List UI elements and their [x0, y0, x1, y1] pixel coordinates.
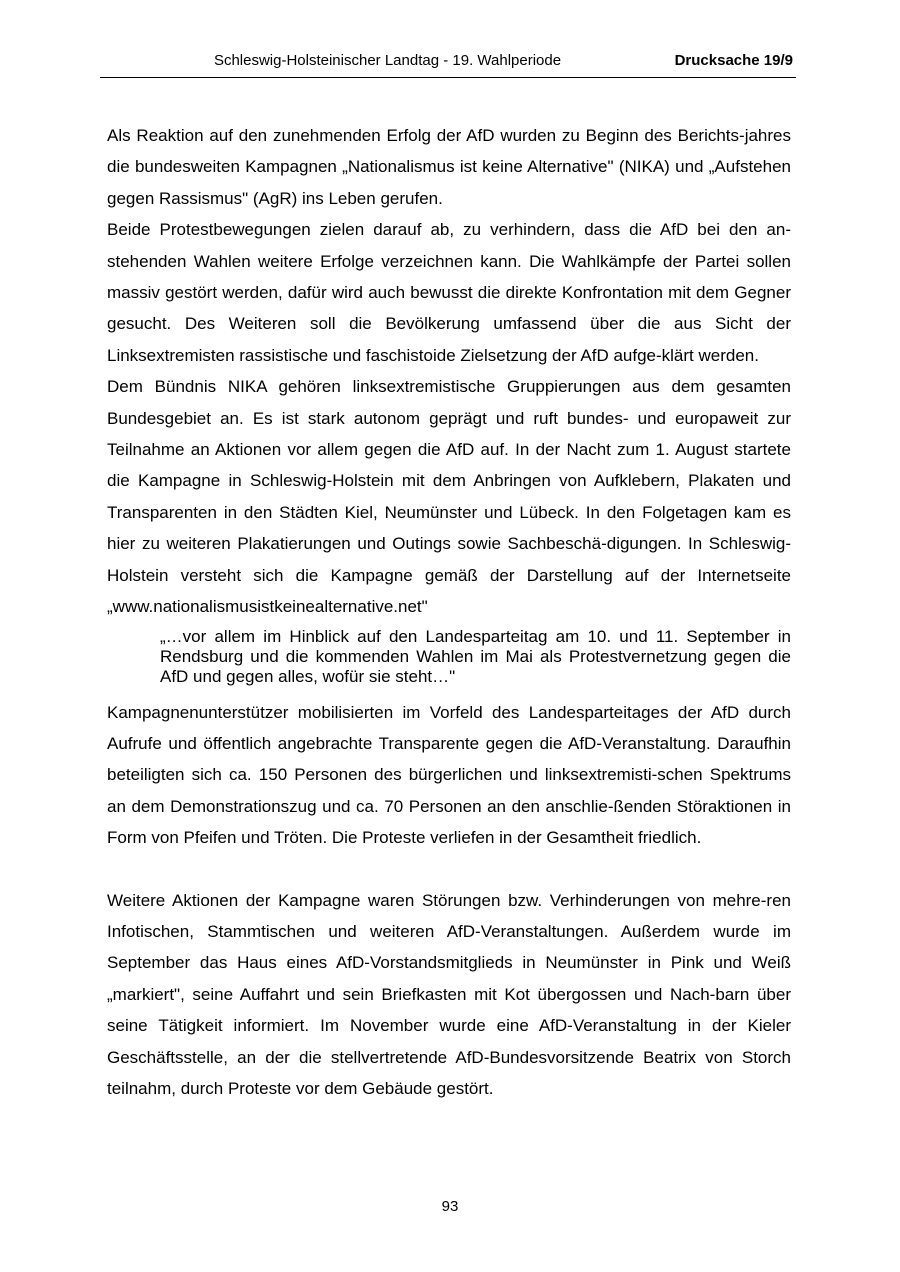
paragraph-spacer — [107, 854, 791, 885]
document-number: Drucksache 19/9 — [674, 52, 793, 69]
paragraph-protest-goals: Beide Protestbewegungen zielen darauf ab, zu verhindern, dass die AfD bei den an-stehenden Wahlen weitere Erfolge verzeichnen kann. Die Wahlkämpfe der Partei sollen massiv gestört werden, dafür wird auch bewusst die direkte Konfrontation mit dem Gegner gesucht. Des Weiteren soll die Bevölkerung umfassend über die aus Sicht der Linksextremisten rassistische und faschistoide Zielsetzung der AfD aufge-klärt werden. — [107, 220, 791, 365]
header-divider — [100, 77, 796, 78]
block-quote: „…vor allem im Hinblick auf den Landesparteitag am 10. und 11. September in Rendsburg und die kommenden Wahlen im Mai als Protestvernetzung gegen die AfD und gegen alles, wofür sie steht…" — [160, 626, 791, 686]
header-title: Schleswig-Holsteinischer Landtag - 19. Wahlperiode — [213, 52, 562, 69]
paragraph-further-actions: Weitere Aktionen der Kampagne waren Störungen bzw. Verhinderungen von mehre-ren Infotischen, Stammtischen und weiteren AfD-Veranstaltungen. Außerdem wurde im September das Haus eines AfD-Vorstandsmitglieds in Neumünster in Pink und Weiß „markiert", seine Auffahrt und sein Briefkasten mit Kot übergossen und Nach-barn über seine Tätigkeit informiert. Im November wurde eine AfD-Veranstaltung in der Kieler Geschäftsstelle, an der die stellvertretende AfD-Bundesvorsitzende Beatrix von Storch teilnahm, durch Proteste vor dem Gebäude gestört. — [107, 890, 791, 1098]
paragraph-intro: Als Reaktion auf den zunehmenden Erfolg der AfD wurden zu Beginn des Berichts-jahres die bundesweiten Kampagnen „Nationalismus ist keine Alternative" (NIKA) und „Aufstehen gegen Rassismus" (AgR) ins Leben gerufen. — [107, 126, 791, 208]
page-number: 93 — [441, 1198, 459, 1215]
paragraph-nika: Dem Bündnis NIKA gehören linksextremistische Gruppierungen aus dem gesamten Bundesgebiet an. Es ist stark autonom geprägt und ruft bundes- und europaweit zur Teilnahme an Aktionen vor allem gegen die AfD auf. In der Nacht zum 1. August startete die Kampagne in Schleswig-Holstein mit dem Anbringen von Aufklebern, Plakaten und Transparenten in den Städten Kiel, Neumünster und Lübeck. In den Folgetagen kam es hier zu weiteren Plakatierungen und Outings sowie Sachbeschä-digungen. In Schleswig-Holstein versteht sich die Kampagne gemäß der Darstellung auf der Internetseite „www.nationalismusistkeinealternative.net" — [107, 377, 791, 617]
body-text — [107, 120, 791, 1104]
paragraph-party-conference: Kampagnenunterstützer mobilisierten im Vorfeld des Landesparteitages der AfD durch Aufrufe und öffentlich angebrachte Transparente gegen die AfD-Veranstaltung. Daraufhin beteiligten sich ca. 150 Personen des bürgerlichen und linksextremisti-schen Spektrums an dem Demonstrationszug und ca. 70 Personen an den anschlie-ßenden Störaktionen in Form von Pfeifen und Tröten. Die Proteste verliefen in der Gesamtheit friedlich. — [107, 702, 791, 848]
page-header — [100, 51, 796, 75]
